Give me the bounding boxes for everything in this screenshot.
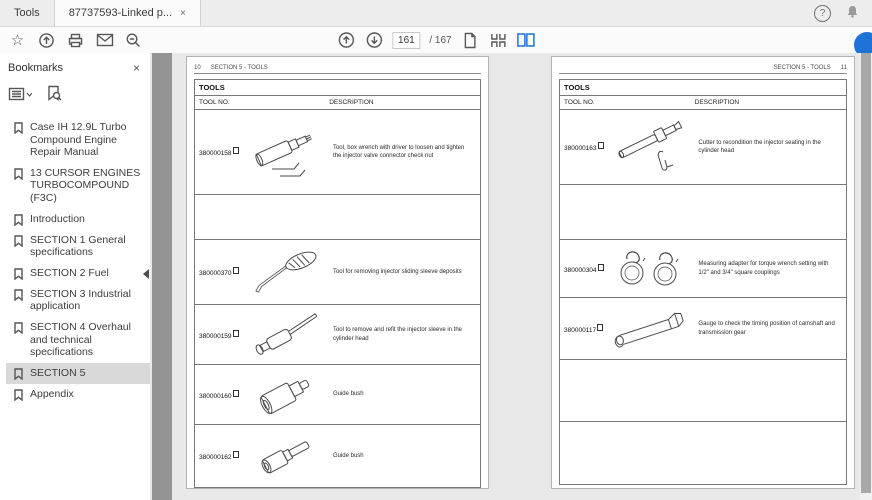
print-icon[interactable]	[66, 31, 85, 50]
scrolling-view-icon[interactable]	[489, 31, 508, 50]
page-total-label: / 167	[429, 34, 452, 46]
tool-drawing-sleeve-tool	[241, 311, 333, 359]
vertical-scrollbar[interactable]	[860, 53, 872, 500]
col-description: DESCRIPTION	[329, 99, 374, 106]
table-title: TOOLS	[195, 80, 480, 96]
expand-current-bookmark-icon[interactable]	[46, 85, 62, 107]
bookmark-item[interactable]: Case IH 12.9L Turbo Compound Engine Repair Manual	[6, 117, 150, 163]
tool-drawing-socket-driver	[241, 121, 333, 183]
collapse-panel-arrow-icon[interactable]	[143, 269, 149, 279]
tool-drawing-scraper	[241, 247, 333, 297]
bookmark-item-selected[interactable]: SECTION 5	[6, 363, 150, 384]
page-number-input[interactable]	[392, 32, 420, 49]
share-icon[interactable]	[37, 31, 56, 50]
table-header	[195, 96, 480, 110]
document-canvas	[172, 53, 860, 500]
tools-table	[559, 79, 847, 485]
two-page-view-icon[interactable]	[517, 31, 536, 50]
bookmarks-close-icon[interactable]: ×	[132, 61, 140, 75]
col-tool-no: TOOL NO.	[564, 99, 595, 106]
toolbar-left-group	[0, 31, 143, 50]
page-header: SECTION 5 - TOOLS 11	[559, 65, 847, 74]
toolbar	[0, 27, 872, 54]
page-header: 10 SECTION 5 - TOOLS	[194, 65, 481, 74]
bookmarks-toolbar	[0, 79, 150, 117]
table-row-empty	[560, 185, 846, 240]
tab-close-icon[interactable]: ×	[180, 7, 186, 19]
next-page-icon[interactable]	[364, 31, 383, 50]
col-description: DESCRIPTION	[694, 99, 740, 106]
table-row: 380000370 Tool for removing injector sliding sleeve deposits	[195, 240, 480, 305]
bookmarks-options-icon[interactable]	[8, 87, 32, 106]
table-row: 380000117 Gauge to check the timing position of camshaft and transmission gear	[560, 298, 846, 360]
tool-drawing-couplings	[606, 245, 698, 293]
panel-splitter[interactable]	[152, 53, 172, 500]
table-row-empty	[560, 360, 846, 422]
table-row: 380000162 Guide bush	[195, 425, 480, 487]
pdf-page-left	[186, 56, 489, 489]
scrollbar-thumb[interactable]	[861, 53, 871, 493]
table-row: 380000163 Cutter to recondition the injector seating in the cylinder head	[560, 110, 846, 185]
help-icon[interactable]: ?	[814, 5, 831, 22]
tools-table	[194, 79, 481, 488]
tool-drawing-guide-bush-large	[241, 369, 333, 421]
tool-drawing-gauge-arm	[606, 301, 698, 356]
bookmarks-title: Bookmarks	[8, 62, 64, 74]
table-header	[560, 96, 846, 110]
tab-document-label: 87737593-Linked p...	[68, 7, 173, 19]
table-row-empty	[560, 422, 846, 484]
bookmark-item[interactable]: SECTION 2 Fuel	[6, 263, 150, 284]
tool-drawing-cutter	[606, 116, 698, 178]
table-row: 380000159 Tool to remove and refit the injector sleeve in the cylinder head	[195, 305, 480, 365]
pdf-page-right	[551, 56, 855, 489]
toolbar-center-group	[336, 31, 535, 50]
tool-drawing-guide-bush-small	[241, 430, 333, 482]
notifications-bell-icon[interactable]	[845, 4, 860, 22]
col-tool-no: TOOL NO.	[199, 99, 230, 106]
bookmarks-panel	[0, 53, 150, 500]
bookmark-item[interactable]: Introduction	[6, 209, 150, 230]
main-area	[0, 53, 872, 500]
window-tab-bar	[0, 0, 872, 27]
table-title: TOOLS	[560, 80, 846, 96]
tab-document[interactable]	[54, 0, 201, 26]
tabbar-right-group	[814, 0, 872, 26]
bookmark-item[interactable]: Appendix	[6, 384, 150, 405]
table-row: 380000160 Guide bush	[195, 365, 480, 425]
bookmarks-list	[0, 117, 150, 405]
favorite-star-icon[interactable]: ☆	[10, 31, 25, 49]
bookmark-item[interactable]: 13 CURSOR ENGINES TURBOCOMPOUND (F3C)	[6, 163, 150, 209]
bookmark-item[interactable]: SECTION 3 Industrial application	[6, 284, 150, 317]
table-row-empty	[195, 195, 480, 240]
bookmark-item[interactable]: SECTION 4 Overhaul and technical specifications	[6, 317, 150, 363]
bookmark-item[interactable]: SECTION 1 General specifications	[6, 230, 150, 263]
single-page-view-icon[interactable]	[461, 31, 480, 50]
email-icon[interactable]	[95, 31, 114, 50]
tab-tools-label: Tools	[14, 7, 40, 19]
table-row: 380000304 Measuring adapter for torque wrench setting with 1/2" and 3/4" square couplings	[560, 240, 846, 298]
search-zoom-icon[interactable]	[124, 31, 143, 50]
tab-tools[interactable]	[0, 0, 54, 26]
table-row: 380000158 Tool, box wrench with driver to loosen and tighten the injector valve connector check nut	[195, 110, 480, 195]
previous-page-icon[interactable]	[336, 31, 355, 50]
